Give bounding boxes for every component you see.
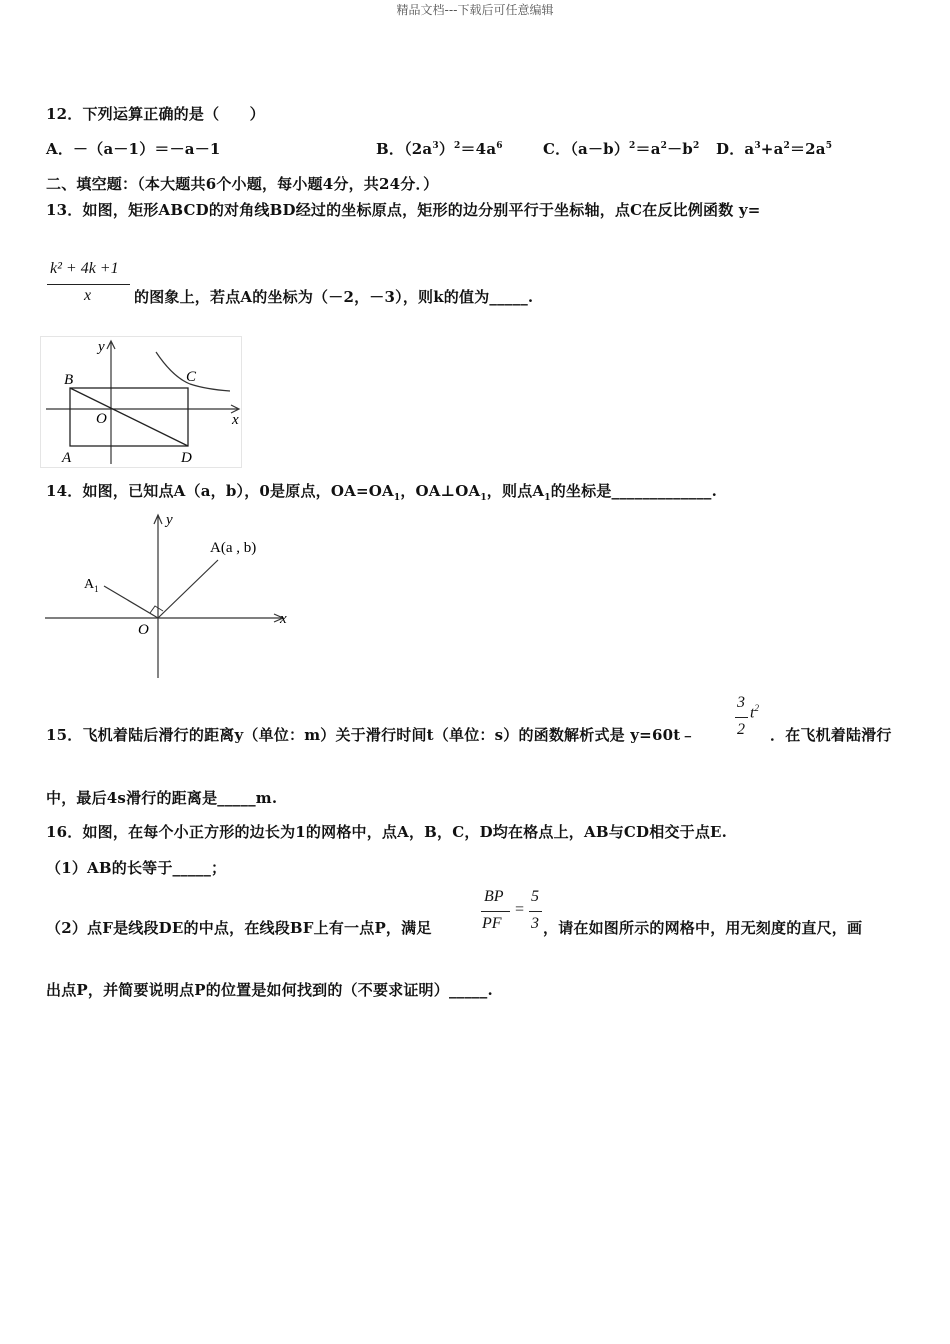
q14-label-x: x bbox=[280, 611, 287, 627]
q14-stem: 14．如图，已知点A（a，b），0是原点，$OA=OA_1$，$OA\perp OA_1$，则点$A_1$的坐标是_____________. bbox=[46, 482, 718, 503]
q15-fraction-denominator: 2 bbox=[737, 721, 745, 738]
q13-tail: 的图象上，若点A的坐标为（－2，－3），则k的值为_____. bbox=[134, 288, 534, 306]
q16-frac1-numerator: BP bbox=[484, 888, 504, 905]
q16-frac1-denominator: PF bbox=[482, 915, 502, 932]
q13-label-x: x bbox=[232, 412, 239, 428]
q14-label-a1: $A_1$ bbox=[84, 577, 99, 594]
q12-option-b: B．$(2a^3)^2=4a^6$ bbox=[376, 140, 503, 158]
q16-frac2-denominator: 3 bbox=[531, 915, 539, 932]
q16-frac1-bar bbox=[481, 911, 510, 912]
q13-label-b: B bbox=[64, 372, 74, 388]
q14-label-o: O bbox=[138, 622, 149, 638]
q13-fraction-numerator: k² + 4k +1 bbox=[50, 260, 119, 277]
page-header: 精品文档---下载后可任意编辑 bbox=[396, 3, 554, 17]
q14-label-y: y bbox=[166, 512, 173, 528]
q16-equals: = bbox=[514, 901, 525, 918]
q16-line3: 出点P，并简要说明点P的位置是如何找到的（不要求证明）_____. bbox=[46, 981, 493, 999]
q13-label-d: D bbox=[181, 450, 192, 466]
q15-fraction-numerator: 3 bbox=[737, 694, 745, 711]
q13-label-a: A bbox=[62, 450, 72, 466]
q13-label-c: C bbox=[186, 369, 197, 385]
q12-option-d: D．$a^3+a^2=2a^5$ bbox=[716, 140, 833, 158]
q16-frac2-bar bbox=[529, 911, 542, 912]
q13-fraction-denominator: x bbox=[84, 287, 92, 304]
q12-stem: 12．下列运算正确的是（ ） bbox=[46, 105, 265, 123]
q13-fraction-bar bbox=[47, 284, 130, 285]
q13-label-o: O bbox=[96, 411, 107, 427]
q16-stem: 16．如图，在每个小正方形的边长为1的网格中，点A，B，C，D均在格点上，AB与CD相交于点E. bbox=[46, 823, 728, 841]
q14-segment-oa bbox=[158, 560, 218, 618]
q14-figure bbox=[40, 508, 295, 683]
q15-t-squared: $t^2$ bbox=[750, 703, 759, 722]
q16-part2-head: （2）点F是线段DE的中点，在线段BF上有一点P，满足 bbox=[46, 919, 432, 937]
q14-segment-oa1 bbox=[104, 586, 158, 618]
q12-option-c: C．$(a-b)^2=a^2-b^2$ bbox=[543, 140, 700, 158]
q13-label-y: y bbox=[98, 339, 105, 355]
q16-part1: （1）AB的长等于_____； bbox=[46, 859, 227, 877]
q13-stem: 13．如图，矩形ABCD的对角线BD经过的坐标原点，矩形的边分别平行于坐标轴，点C在反比例函数 y= bbox=[46, 201, 761, 219]
q15-fraction-bar bbox=[735, 717, 748, 718]
q16-part2-tail: ，请在如图所示的网格中，用无刻度的直尺，画 bbox=[543, 919, 863, 937]
q14-right-angle-mark bbox=[150, 606, 163, 613]
q15-stem: 15．飞机着陆后滑行的距离y（单位：m）关于滑行时间t（单位：s）的函数解析式是 y=60t﹣ bbox=[46, 726, 696, 744]
q14-label-a: A(a , b) bbox=[210, 540, 257, 556]
q12-option-a: A．－（a－1）＝－a－1 bbox=[46, 140, 221, 158]
q15-line2: 中，最后4s滑行的距离是_____m. bbox=[46, 789, 278, 807]
q13-diagonal-bd bbox=[70, 388, 188, 446]
q15-tail: ．在飞机着陆滑行 bbox=[770, 726, 892, 744]
q16-frac2-numerator: 5 bbox=[531, 888, 539, 905]
section-2-heading: 二、填空题：（本大题共6个小题，每小题4分，共24分．） bbox=[46, 175, 439, 193]
q13-figure bbox=[40, 336, 245, 468]
